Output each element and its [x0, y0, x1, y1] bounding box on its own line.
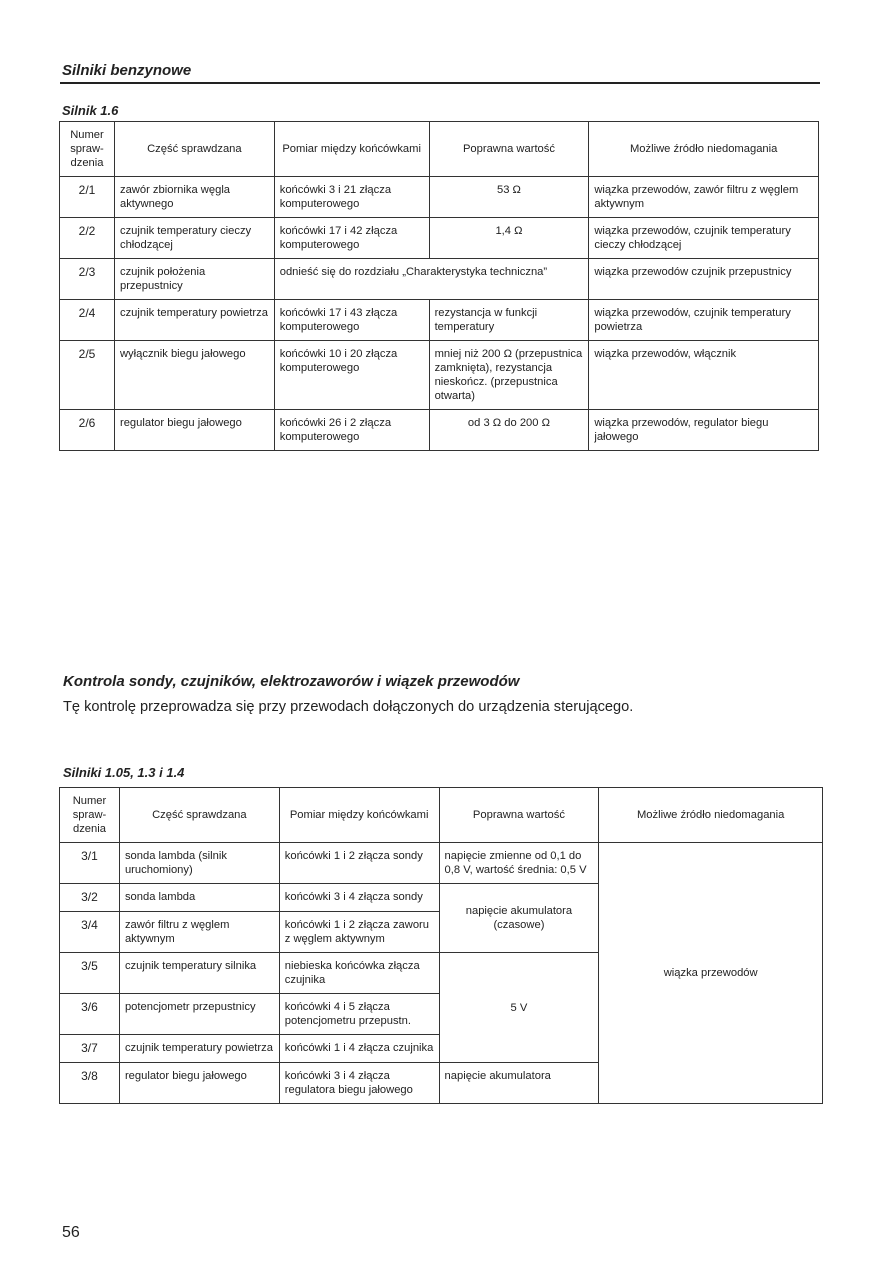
- table-row: [60, 177, 819, 218]
- row-part: wyłącznik biegu jałowego: [114, 341, 274, 410]
- row-value-merged: 5 V: [439, 953, 599, 1063]
- row-part: czujnik temperatury silnika: [119, 953, 279, 994]
- page-number: 56: [62, 1224, 80, 1241]
- table-silniki-1-05-1-3-1-4: [59, 787, 823, 1104]
- row-value: mniej niż 200 Ω (przepustnica zamknięta), rezystancja nieskończ. (przepustnica otwarta): [429, 341, 589, 410]
- table-header-row: [60, 122, 819, 177]
- row-value: napięcie zmienne od 0,1 do 0,8 V, wartość średnia: 0,5 V: [439, 843, 599, 884]
- table-row: [60, 259, 819, 300]
- row-part: sonda lambda: [119, 884, 279, 912]
- col-header-measurement: Pomiar między końcówkami: [274, 122, 429, 177]
- row-measurement: końcówki 4 i 5 złącza potencjometru przepustn.: [279, 994, 439, 1035]
- row-measurement: końcówki 26 i 2 złącza komputerowego: [274, 410, 429, 451]
- table-row: [60, 218, 819, 259]
- row-part: zawór zbiornika węgla aktywnego: [114, 177, 274, 218]
- row-part: sonda lambda (silnik uruchomiony): [119, 843, 279, 884]
- table-row: [60, 410, 819, 451]
- row-measurement: końcówki 10 i 20 złącza komputerowego: [274, 341, 429, 410]
- header-rule: [60, 82, 820, 84]
- row-measurement: końcówki 3 i 21 złącza komputerowego: [274, 177, 429, 218]
- row-source-merged: wiązka przewodów: [599, 843, 823, 1104]
- row-number: 3/1: [60, 843, 120, 884]
- row-number: 3/4: [60, 912, 120, 953]
- row-number: 2/2: [60, 218, 115, 259]
- row-part: czujnik położenia przepustnicy: [114, 259, 274, 300]
- row-value: 1,4 Ω: [429, 218, 589, 259]
- section2-description: Tę kontrolę przeprowadza się przy przewodach dołączonych do urządzenia sterującego.: [63, 699, 634, 715]
- col-header-part: Część sprawdzana: [119, 788, 279, 843]
- row-number: 3/6: [60, 994, 120, 1035]
- table2-title: Silniki 1.05, 1.3 i 1.4: [63, 765, 185, 780]
- row-measurement: końcówki 3 i 4 złącza sondy: [279, 884, 439, 912]
- col-header-measurement: Pomiar między końcówkami: [279, 788, 439, 843]
- row-measurement: niebieska końcówka złącza czujnika: [279, 953, 439, 994]
- row-measurement: końcówki 17 i 43 złącza komputerowego: [274, 300, 429, 341]
- row-part: zawór filtru z węglem aktywnym: [119, 912, 279, 953]
- row-part: regulator biegu jałowego: [119, 1063, 279, 1104]
- row-part: regulator biegu jałowego: [114, 410, 274, 451]
- row-part: czujnik temperatury powietrza: [114, 300, 274, 341]
- section-title: Silniki benzynowe: [62, 62, 192, 79]
- row-number: 2/5: [60, 341, 115, 410]
- row-number: 2/4: [60, 300, 115, 341]
- row-number: 2/6: [60, 410, 115, 451]
- col-header-source: Możliwe źródło niedomagania: [589, 122, 819, 177]
- section2-title: Kontrola sondy, czujników, elektrozaworów i wiązek przewodów: [63, 673, 520, 690]
- col-header-number: Numer spraw-dzenia: [60, 122, 115, 177]
- row-value-merged: napięcie akumulatora (czasowe): [439, 884, 599, 953]
- row-number: 3/7: [60, 1035, 120, 1063]
- row-number: 3/8: [60, 1063, 120, 1104]
- table-silnik-1-6: [59, 121, 819, 451]
- row-number: 2/3: [60, 259, 115, 300]
- table-row: [60, 843, 823, 884]
- table1-title: Silnik 1.6: [62, 103, 119, 118]
- col-header-part: Część sprawdzana: [114, 122, 274, 177]
- table-row: [60, 300, 819, 341]
- col-header-value: Poprawna wartość: [439, 788, 599, 843]
- row-number: 2/1: [60, 177, 115, 218]
- table-header-row: [60, 788, 823, 843]
- col-header-number: Numer spraw-dzenia: [60, 788, 120, 843]
- row-source: wiązka przewodów, czujnik temperatury cieczy chłodzącej: [589, 218, 819, 259]
- row-source: wiązka przewodów, regulator biegu jałowego: [589, 410, 819, 451]
- row-measurement: końcówki 1 i 2 złącza zaworu z węglem aktywnym: [279, 912, 439, 953]
- row-measurement: odnieść się do rozdziału „Charakterystyka techniczna”: [274, 259, 589, 300]
- row-number: 3/2: [60, 884, 120, 912]
- col-header-source: Możliwe źródło niedomagania: [599, 788, 823, 843]
- row-value: napięcie akumulatora: [439, 1063, 599, 1104]
- row-measurement: końcówki 1 i 2 złącza sondy: [279, 843, 439, 884]
- col-header-value: Poprawna wartość: [429, 122, 589, 177]
- row-part: potencjometr przepustnicy: [119, 994, 279, 1035]
- row-source: wiązka przewodów, czujnik temperatury powietrza: [589, 300, 819, 341]
- row-source: wiązka przewodów, zawór filtru z węglem aktywnym: [589, 177, 819, 218]
- row-number: 3/5: [60, 953, 120, 994]
- row-part: czujnik temperatury powietrza: [119, 1035, 279, 1063]
- row-part: czujnik temperatury cieczy chłodzącej: [114, 218, 274, 259]
- row-measurement: końcówki 17 i 42 złącza komputerowego: [274, 218, 429, 259]
- table-row: [60, 341, 819, 410]
- row-measurement: końcówki 3 i 4 złącza regulatora biegu jałowego: [279, 1063, 439, 1104]
- row-value: rezystancja w funkcji temperatury: [429, 300, 589, 341]
- row-value: 53 Ω: [429, 177, 589, 218]
- row-source: wiązka przewodów czujnik przepustnicy: [589, 259, 819, 300]
- row-source: wiązka przewodów, włącznik: [589, 341, 819, 410]
- row-measurement: końcówki 1 i 4 złącza czujnika: [279, 1035, 439, 1063]
- row-value: od 3 Ω do 200 Ω: [429, 410, 589, 451]
